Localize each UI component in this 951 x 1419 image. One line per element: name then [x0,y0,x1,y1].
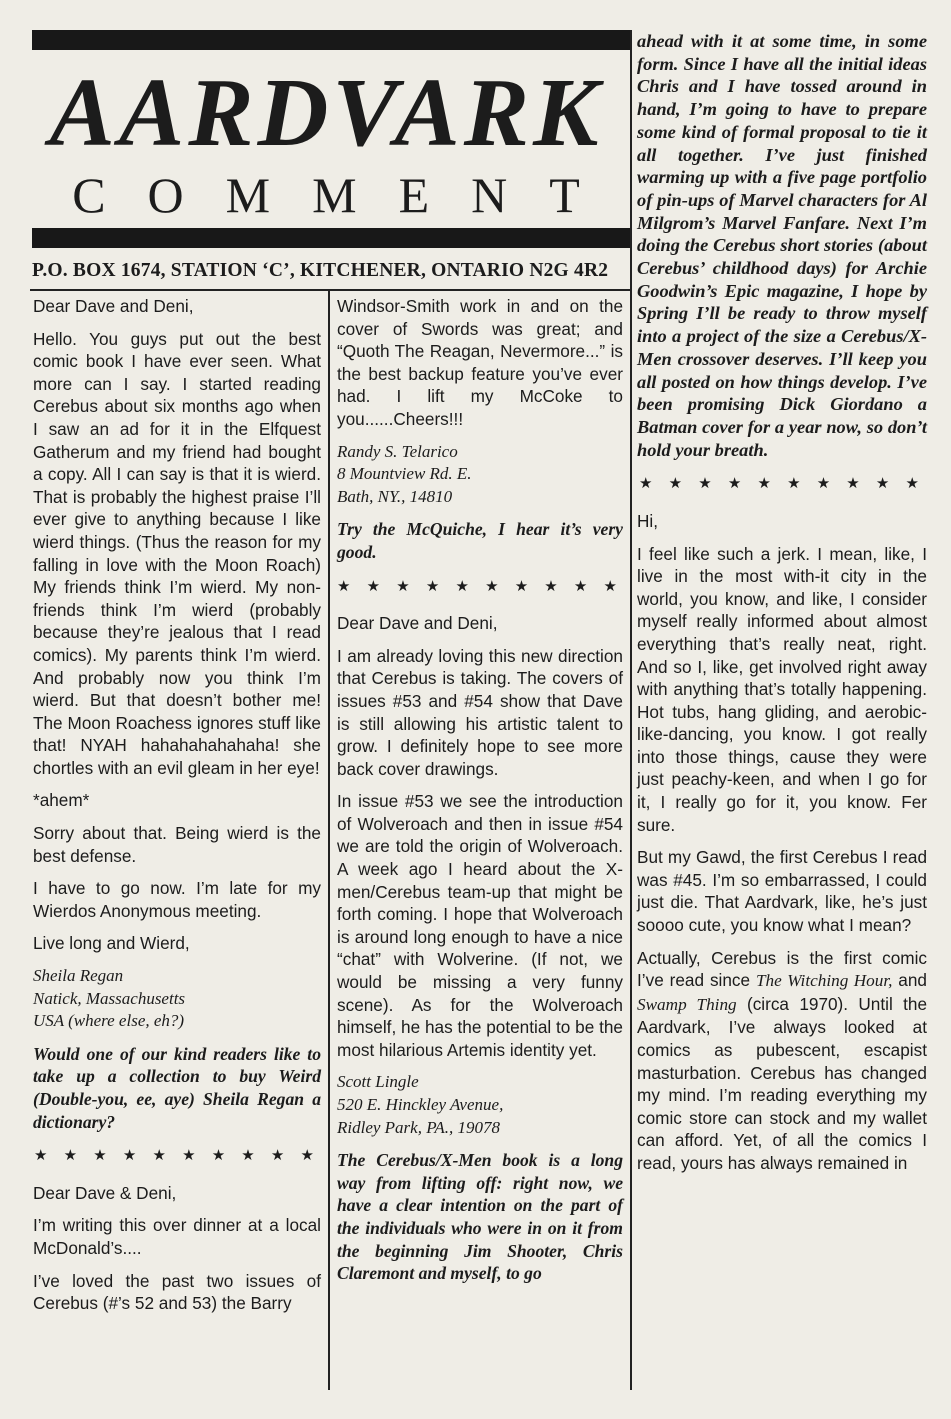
masthead-top-bar [32,30,630,50]
signature-name: Scott Lingle [337,1072,419,1092]
column-divider-2 [630,30,632,1390]
letter-paragraph [637,947,927,1175]
salutation: Hi, [637,510,659,531]
editor-response: ahead with it at some time, in some form. Since I have all the initial ideas Chris and I have tossed around in hand, I’m going to have to prepare some kind of formal proposal to tie it all together. I’ve just finished warming up with a five page portfolio of pin-ups of Marvel characters for Al Milgrom’s Marvel Fanfare. Next I’m doing the Cerebus short stories (about Cerebus’ childhood days) for Archie Goodwin’s Epic magazine, I hope by Spring I’ll be ready to throw myself into a project of the size a Cerebus/X-Men crossover deserves. I’ll keep you all posted on how things develop. I’ve been promising Dick Giordano a Batman cover for a year now, so don’t hold your breath. [637,31,927,460]
letters-column-2 [337,295,623,1295]
signature-line: 8 Mountview Rd. E. [337,464,472,484]
salutation: Dear Dave and Deni, [337,613,498,634]
signature-line: 520 E. Hinckley Avenue, [337,1095,504,1114]
letter-signature [337,441,623,509]
signature-line: Ridley Park, PA., 19078 [337,1117,501,1137]
mailing-address: P.O. BOX 1674, STATION ‘C’, KITCHENER, ONTARIO N2G 4R2 [32,260,609,281]
letter-paragraph: Sorry about that. Being wierd is the best defense. [33,823,321,866]
comic-title: Swamp Thing [637,994,737,1014]
editor-response: The Cerebus/X-Men book is a long way from lifting off: right now, we have a clear intention on the part of the individuals who were in on it from the beginning Jim Shooter, Chris Claremont and myself, to go [337,1150,623,1284]
signature-line: USA (where else, eh?) [33,1011,185,1031]
letter-paragraph: I am already loving this new direction that Cerebus is taking. The covers of issues #53 and #54 show that Dave is still allowing his artistic talent to grow. I definitely hope to see more back cover drawings. [337,645,623,779]
salutation: Dear Dave & Deni, [33,1182,177,1203]
masthead [22,20,630,252]
column-divider-1 [328,290,330,1390]
address-rule [30,289,630,291]
section-separator: ★ ★ ★ ★ ★ ★ ★ ★ ★ ★ [337,577,623,595]
masthead-bottom-bar [32,228,630,248]
comic-title: The Witching Hour, [755,971,893,991]
text-run: and [892,970,927,991]
masthead-title: AARDVARK [49,59,603,167]
letter-paragraph: I’m writing this over dinner at a local McDonald’s.... [33,1215,321,1258]
section-separator: ★ ★ ★ ★ ★ ★ ★ ★ ★ ★ [34,1147,320,1165]
letter-paragraph: I have to go now. I’m late for my Wierdos Anonymous meeting. [33,878,321,921]
salutation: Dear Dave and Deni, [33,296,194,316]
signature-line: Bath, NY., 14810 [337,486,453,506]
letter-paragraph: I feel like such a jerk. I mean, like, I live in the most with-it city in the world, you know, and like, I consider myself really informed about almost everything that’s really neat, right. And so I, like, get involved right away with anything that’s totally happening. Hot tubs, hang gliding, and aerobic-like-dancing, you know. I got really into those things, cause they were just peachy-keen, and when I go for it, I really go for it, you know. Fer sure. [637,543,927,835]
signature-name: Sheila Regan [33,966,124,986]
editor-response: Try the McQuiche, I hear it’s very good. [337,519,623,562]
editor-response: Would one of our kind readers like to take up a collection to buy Weird (Double-you, ee, aye) Sheila Regan a dictionary? [33,1043,321,1132]
letter-paragraph: Live long and Wierd, [33,933,190,954]
letter-paragraph: I’ve loved the past two issues of Cerebus (#’s 52 and 53) the Barry [33,1270,321,1314]
section-separator: ★ ★ ★ ★ ★ ★ ★ ★ ★ ★ [639,475,925,493]
letters-column-1 [33,295,321,1325]
signature-name: Randy S. Telarico [337,441,458,461]
text-run: (circa 1970). Until the Aardvark, I’ve always looked at comics as pubescent, escapist masturbation. Cerebus has changed my mind. I’m reading everything my comic store can stock and my wallet can afford. Yet, of all the comics I read, yours has always remained in [637,993,928,1173]
letter-signature [337,1071,623,1139]
masthead-subtitle: COMMENT [72,167,622,223]
text-run: Actually, Cerebus is the first comic I’ve read since [637,947,927,991]
letter-paragraph: Windsor-Smith work in and on the cover of Swords was great; and “Quoth The Reagan, Nevermore...” is the best backup feature you’ve ever had. I lift my McCoke to you......Cheers!!! [337,296,623,429]
letters-column-3 [637,30,927,1185]
letter-paragraph: *ahem* [33,790,90,811]
letter-signature [33,965,321,1033]
letter-paragraph: In issue #53 we see the introduction of Wolveroach and then in issue #54 we are told the origin of Wolveroach. A week ago I heard about the X-men/Cerebus team-up that might be forth coming. I hope that Wolveroach is around long enough to have a nice “chat” with Wolverine. (If not, we would be missing a very funny scene). As for the Wolveroach himself, he has the potential to be the most hilarious Artemis identity yet. [337,791,623,1060]
letter-paragraph: Hello. You guys put out the best comic book I have ever seen. What more can I say. I started reading Cerebus about six months ago when I saw an ad for it in the Elfquest Gatherum and my friend had bought a copy. All I can say is that it is wierd. That is probably the highest praise I’ll ever give to anything because I like wierd things. (Thus the reason for my falling in love with the Moon Roach) My friends think I’m wierd. My non-friends think I’m wierd (probably because they’re jealous that I read comics). My parents think I’m wierd. And probably now you think I’m wierd. But that doesn’t bother me! The Moon Roachess ignores stuff like that! NYAH hahahahahahaha! she chortles with an evil gleam in her eye! [33,328,321,778]
letter-paragraph: But my Gawd, the first Cerebus I read was #45. I’m so embarrassed, I could just die. That Aardvark, like, he’s just soooo cute, you know what I mean? [637,847,927,936]
signature-line: Natick, Massachusetts [33,988,186,1008]
